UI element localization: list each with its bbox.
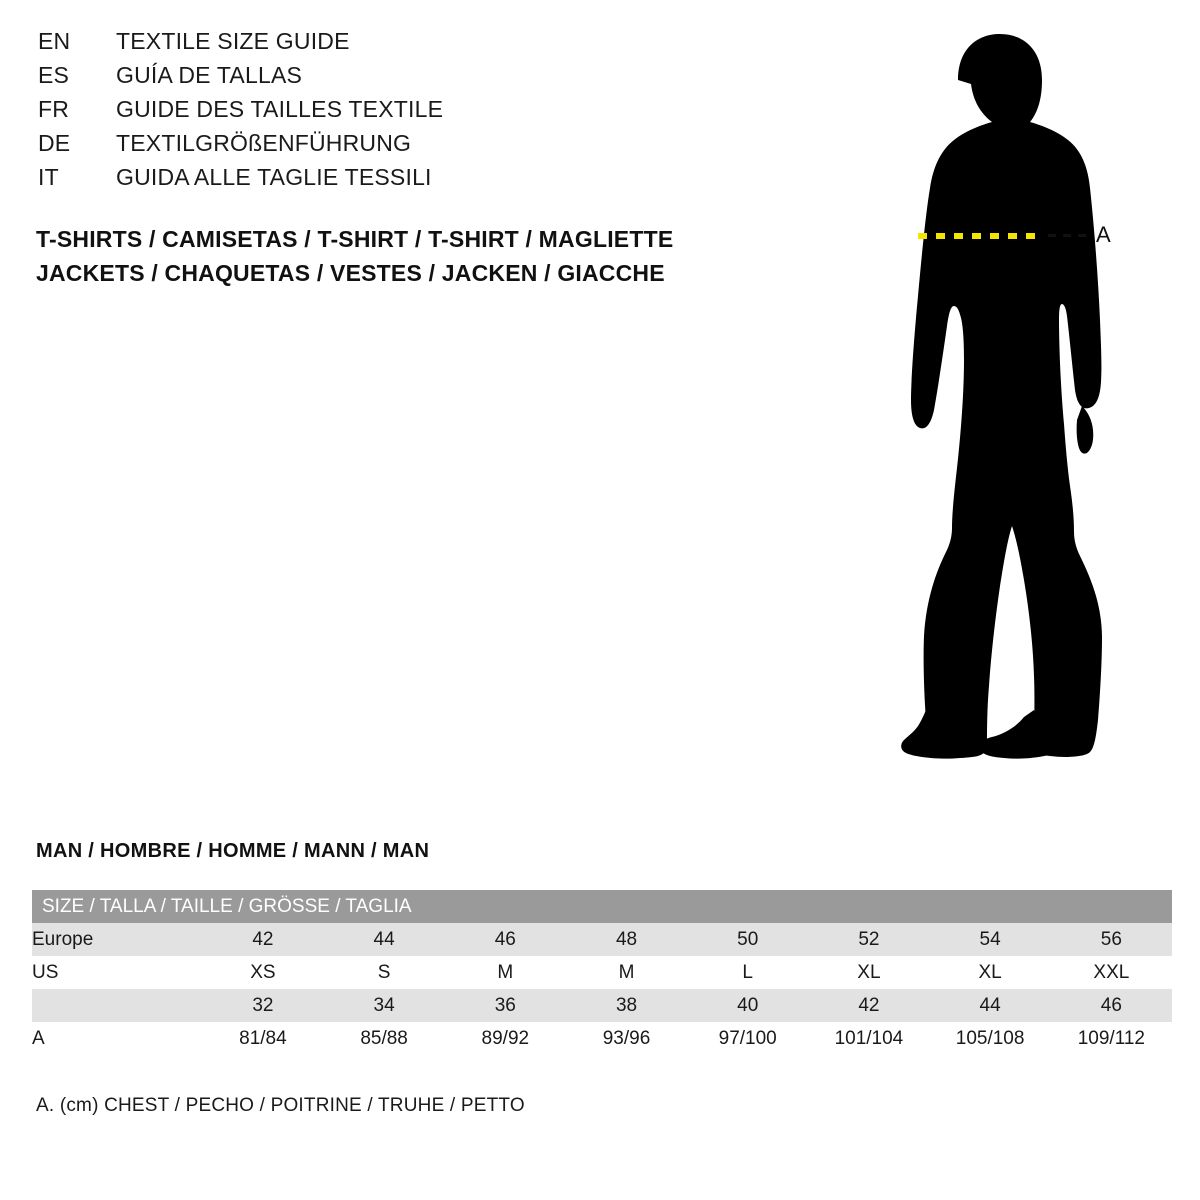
language-list <box>38 28 738 198</box>
table-cell: 48 <box>566 923 687 956</box>
table-cell: 54 <box>930 923 1051 956</box>
table-row <box>32 923 1172 956</box>
table-cell: L <box>687 956 808 989</box>
table-footnote: A. (cm) CHEST / PECHO / POITRINE / TRUHE / PETTO <box>36 1095 525 1116</box>
table-cell: 105/108 <box>930 1022 1051 1055</box>
language-row <box>38 28 738 62</box>
table-cell: 44 <box>324 923 445 956</box>
language-code: FR <box>38 96 70 122</box>
table-cell: 46 <box>445 923 566 956</box>
table-cell: 46 <box>1051 989 1172 1022</box>
table-cell: 101/104 <box>808 1022 929 1055</box>
table-cell: 34 <box>324 989 445 1022</box>
language-title: GUÍA DE TALLAS <box>116 62 303 88</box>
table-cell: 93/96 <box>566 1022 687 1055</box>
table-row <box>32 989 1172 1022</box>
table-cell: 40 <box>687 989 808 1022</box>
table-cell: 44 <box>930 989 1051 1022</box>
row-label <box>32 989 202 1022</box>
silhouette-icon <box>830 20 1170 780</box>
table-cell: 85/88 <box>324 1022 445 1055</box>
table-cell: 81/84 <box>202 1022 323 1055</box>
table-row <box>32 956 1172 989</box>
language-row <box>38 62 738 96</box>
measure-label-a: A <box>1096 222 1112 247</box>
table-cell: XXL <box>1051 956 1172 989</box>
language-code: EN <box>38 28 71 54</box>
table-row <box>32 1022 1172 1055</box>
table-cell: 109/112 <box>1051 1022 1172 1055</box>
table-cell: 42 <box>808 989 929 1022</box>
table-cell: 50 <box>687 923 808 956</box>
table-cell: XL <box>808 956 929 989</box>
language-title: TEXTILE SIZE GUIDE <box>116 28 350 54</box>
table-cell: S <box>324 956 445 989</box>
table-cell: 56 <box>1051 923 1172 956</box>
size-table <box>32 890 1172 1055</box>
table-cell: M <box>566 956 687 989</box>
table-cell: 42 <box>202 923 323 956</box>
language-row <box>38 96 738 130</box>
table-cell: M <box>445 956 566 989</box>
language-title: GUIDA ALLE TAGLIE TESSILI <box>116 164 432 190</box>
row-label: US <box>32 956 202 989</box>
table-cell: 36 <box>445 989 566 1022</box>
language-title: GUIDE DES TAILLES TEXTILE <box>116 96 444 122</box>
category-jackets: JACKETS / CHAQUETAS / VESTES / JACKEN / GIACCHE <box>36 260 665 286</box>
table-cell: 32 <box>202 989 323 1022</box>
table-section-title: MAN / HOMBRE / HOMME / MANN / MAN <box>36 840 430 862</box>
language-code: IT <box>38 164 59 190</box>
table-header-label: SIZE / TALLA / TAILLE / GRÖSSE / TAGLIA <box>32 890 1172 923</box>
garment-categories <box>36 222 796 290</box>
language-code: DE <box>38 130 71 156</box>
table-cell: XL <box>930 956 1051 989</box>
language-title: TEXTILGRÖßENFÜHRUNG <box>116 130 412 156</box>
table-cell: 52 <box>808 923 929 956</box>
table-cell: XS <box>202 956 323 989</box>
row-label: A <box>32 1022 202 1055</box>
male-silhouette-figure <box>830 20 1170 780</box>
row-label: Europe <box>32 923 202 956</box>
language-code: ES <box>38 62 70 88</box>
table-cell: 97/100 <box>687 1022 808 1055</box>
language-row <box>38 164 738 198</box>
measure-leader-dashes <box>1048 234 1086 237</box>
table-cell: 38 <box>566 989 687 1022</box>
table-cell: 89/92 <box>445 1022 566 1055</box>
table-header-row <box>32 890 1172 923</box>
category-tshirts: T-SHIRTS / CAMISETAS / T-SHIRT / T-SHIRT / MAGLIETTE <box>36 226 674 252</box>
language-row <box>38 130 738 164</box>
